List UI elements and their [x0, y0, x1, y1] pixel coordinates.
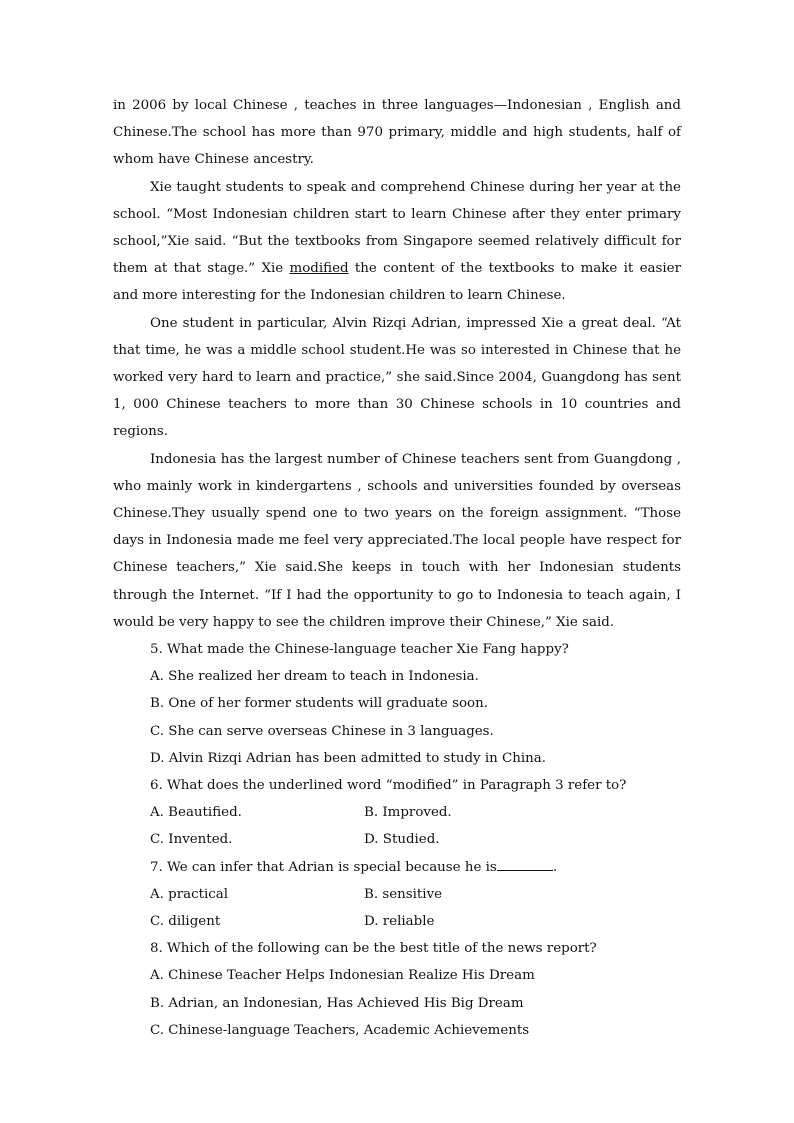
paragraph-1: in 2006 by local Chinese , teaches in three languages—Indonesian , English and Chinese.The school has more than 970 primary, middle and high students, half of whom have Chinese ancestry. [113, 98, 681, 168]
question-8-option-c: C. Chinese-language Teachers, Academic Achievements [150, 1022, 530, 1038]
paragraph-2-text-before: Xie taught students to speak and comprehend Chinese during her year at the school. “Most Indonesian children start to learn Chinese after they enter primary school,”Xie said. “But the textbooks from Singapore seemed relatively difficult for them at that stage.” Xie [113, 179, 681, 277]
question-7-stem-line [150, 854, 681, 881]
question-6-option-b: B. Improved. [364, 805, 452, 821]
question-6-options-row-1 [150, 799, 681, 826]
question-7-options-row-1 [150, 881, 681, 908]
paragraph-2-text-after: the content of the textbooks to make it easier and more interesting for the Indonesian children to learn Chinese. [113, 261, 681, 304]
question-6-option-c: C. Invented. [150, 832, 233, 848]
paragraph-4: Indonesia has the largest number of Chinese teachers sent from Guangdong , who mainly work in kindergartens , schools and universities founded by overseas Chinese.They usually spend one to two years on the foreign assignment. “Those days in Indonesia made me feel very appreciated.The local people have respect for Chinese teachers,” Xie said.She keeps in touch with her Indonesian students through the Internet. “If I had the opportunity to go to Indonesia to teach again, I would be very happy to see the children improve their Chinese,” Xie said. [113, 451, 681, 630]
question-5-option-c: C. She can serve overseas Chinese in 3 languages. [150, 723, 494, 739]
question-8-stem: 8. Which of the following can be the best title of the news report? [150, 941, 597, 957]
question-5-option-b: B. One of her former students will graduate soon. [150, 696, 488, 712]
question-7-stem-end: . [552, 859, 558, 875]
underlined-word-modified: modified [289, 261, 349, 277]
paragraph-2 [113, 174, 681, 310]
question-6-option-d: D. Studied. [364, 832, 440, 848]
question-7-option-d: D. reliable [364, 913, 435, 929]
question-7-options-row-2 [150, 908, 681, 935]
question-5-stem: 5. What made the Chinese-language teacher Xie Fang happy? [150, 642, 569, 658]
question-5 [113, 636, 681, 772]
paragraph-3: One student in particular, Alvin Rizqi Adrian, impressed Xie a great deal. “At that time, he was a middle school student.He was so interested in Chinese that he worked very hard to learn and practice,” she said.Since 2004, Guangdong has sent 1, 000 Chinese teachers to more than 30 Chinese schools in 10 countries and regions. [113, 315, 681, 440]
question-6-option-a: A. Beautified. [150, 805, 242, 821]
question-5-option-d: D. Alvin Rizqi Adrian has been admitted to study in China. [150, 750, 547, 766]
question-7 [113, 854, 681, 936]
question-5-option-a: A. She realized her dream to teach in Indonesia. [150, 669, 479, 685]
question-7-option-c: C. diligent [150, 913, 221, 929]
question-7-stem: 7. We can infer that Adrian is special because he is [150, 859, 497, 875]
question-6 [113, 772, 681, 854]
question-7-option-b: B. sensitive [364, 886, 443, 902]
question-8-option-b: B. Adrian, an Indonesian, Has Achieved His Big Dream [150, 995, 524, 1011]
question-6-options-row-2 [150, 826, 681, 853]
question-8-option-a: A. Chinese Teacher Helps Indonesian Realize His Dream [150, 968, 535, 984]
question-6-stem: 6. What does the underlined word “modified” in Paragraph 3 refer to? [150, 778, 627, 793]
document-page [113, 92, 681, 1044]
answer-blank [497, 857, 553, 871]
question-8 [113, 935, 681, 1044]
question-7-option-a: A. practical [150, 886, 229, 902]
